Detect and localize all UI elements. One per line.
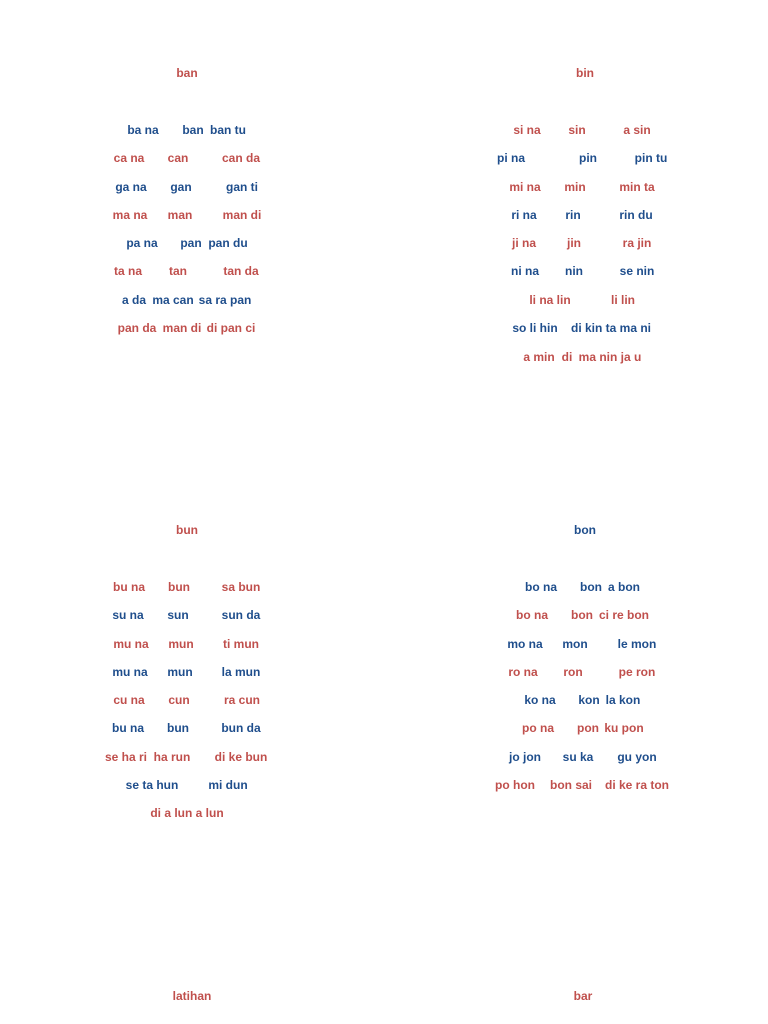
word: a sin (623, 123, 651, 137)
word: le mon (617, 637, 657, 651)
word: ro na (508, 665, 538, 679)
word: can da (221, 151, 261, 165)
word: bun da (221, 721, 261, 735)
word: pan da (117, 321, 157, 335)
word: mon (562, 637, 588, 651)
word: mi na (509, 180, 541, 194)
section-title: bun (176, 523, 198, 537)
section-title: bar (573, 989, 593, 1003)
word: bu na (113, 580, 145, 594)
word: sa ra pan (198, 293, 252, 307)
word: di a lun a lun (150, 806, 224, 820)
word: ji na (511, 236, 537, 250)
section-title: ban (176, 66, 198, 80)
word: ta na (113, 264, 143, 278)
word: bo na (525, 580, 557, 594)
word: po na (522, 721, 554, 735)
word: si na (513, 123, 541, 137)
word: mu na (113, 637, 149, 651)
word: so li hin (512, 321, 558, 335)
word: pin tu (634, 151, 668, 165)
word: ca na (113, 151, 145, 165)
word: li na lin (529, 293, 571, 307)
word: bo na (516, 608, 548, 622)
word: a min (523, 350, 555, 364)
word: su na (112, 608, 144, 622)
word: ra jin (622, 236, 652, 250)
word: pe ron (618, 665, 656, 679)
word: can (167, 151, 189, 165)
word: sin (568, 123, 586, 137)
word: ra cun (223, 693, 261, 707)
word: mo na (507, 637, 543, 651)
word: rin du (619, 208, 653, 222)
word: ban (182, 123, 204, 137)
word: man (167, 208, 193, 222)
word: min (564, 180, 586, 194)
word: ni na (510, 264, 540, 278)
word: mu na (112, 665, 148, 679)
word: tan da (223, 264, 259, 278)
word: man di (222, 208, 262, 222)
word: pan du (208, 236, 248, 250)
word: sun da (221, 608, 261, 622)
word: ku pon (604, 721, 644, 735)
word: mun (168, 637, 194, 651)
word: se ha ri (104, 750, 148, 764)
word: se ta hun (125, 778, 179, 792)
word: a da (121, 293, 147, 307)
word: rin (565, 208, 581, 222)
word: min ta (619, 180, 655, 194)
word: pan (180, 236, 202, 250)
word: ha run (153, 750, 191, 764)
word: la mun (221, 665, 261, 679)
word: gan (170, 180, 192, 194)
word: ci re bon (598, 608, 650, 622)
word: sun (167, 608, 189, 622)
word: cu na (113, 693, 145, 707)
word: a bon (608, 580, 640, 594)
word: ban tu (210, 123, 246, 137)
word: jo jon (509, 750, 541, 764)
word: ma can (152, 293, 194, 307)
word: bon (580, 580, 602, 594)
word: ma nin ja u (578, 350, 642, 364)
word: pin (579, 151, 597, 165)
word: mun (167, 665, 193, 679)
word: kon (578, 693, 600, 707)
word: ga na (115, 180, 147, 194)
word: jin (567, 236, 581, 250)
word: bon (571, 608, 593, 622)
word: bu na (112, 721, 144, 735)
word: po hon (495, 778, 535, 792)
word: la kon (605, 693, 641, 707)
word: pi na (496, 151, 526, 165)
word: bun (167, 721, 189, 735)
section-title: latihan (172, 989, 212, 1003)
word: ri na (511, 208, 537, 222)
word: man di (162, 321, 202, 335)
word: cun (168, 693, 190, 707)
word: di pan ci (206, 321, 256, 335)
word: bon sai (549, 778, 593, 792)
word: gan ti (226, 180, 258, 194)
word: su ka (562, 750, 594, 764)
word: ma na (112, 208, 148, 222)
word: bun (168, 580, 190, 594)
word: di ke bun (214, 750, 268, 764)
section-title: bin (576, 66, 594, 80)
word: di kin ta ma ni (570, 321, 652, 335)
word: pon (577, 721, 599, 735)
word: ba na (127, 123, 159, 137)
word: sa bun (221, 580, 261, 594)
word: ko na (524, 693, 556, 707)
word: li lin (611, 293, 635, 307)
word: gu yon (617, 750, 657, 764)
word: ti mun (223, 637, 259, 651)
word: mi dun (208, 778, 248, 792)
word: di (561, 350, 573, 364)
word: ron (563, 665, 583, 679)
word: se nin (619, 264, 655, 278)
word: nin (565, 264, 583, 278)
word: tan (169, 264, 187, 278)
word: pa na (126, 236, 158, 250)
section-title: bon (574, 523, 596, 537)
word: di ke ra ton (604, 778, 670, 792)
